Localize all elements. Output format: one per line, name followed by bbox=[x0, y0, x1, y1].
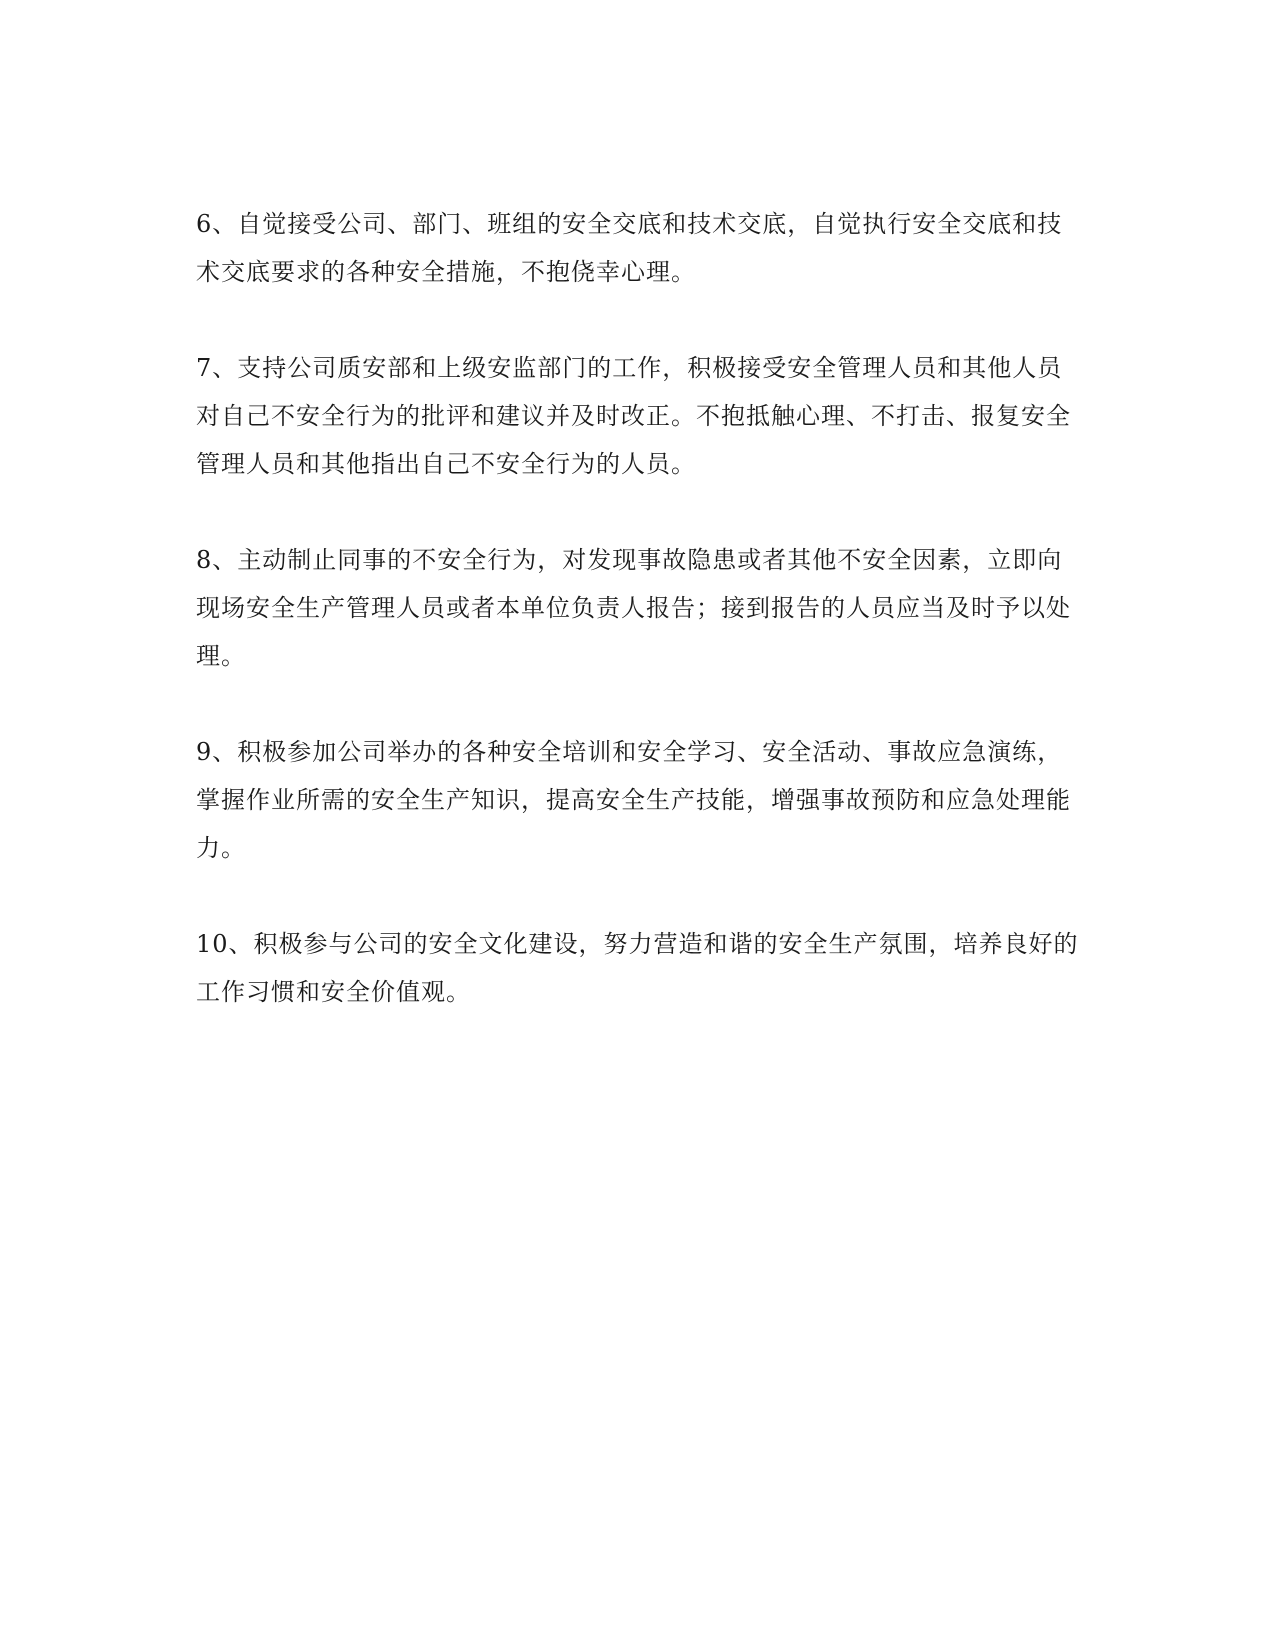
paragraph-line: 9、积极参加公司举办的各种安全培训和安全学习、安全活动、事故应急演练， bbox=[196, 738, 1063, 766]
paragraph-line: 6、自觉接受公司、部门、班组的安全交底和技术交底，自觉执行安全交底和技 bbox=[196, 210, 1063, 238]
paragraph-line: 工作习惯和安全价值观。 bbox=[196, 978, 471, 1006]
paragraph-item-7 bbox=[196, 344, 1076, 488]
paragraph-line: 现场安全生产管理人员或者本单位负责人报告；接到报告的人员应当及时予以处 bbox=[196, 594, 1071, 622]
document-body bbox=[196, 200, 1079, 1064]
paragraph-line: 对自己不安全行为的批评和建议并及时改正。不抱抵触心理、不打击、报复安全 bbox=[196, 402, 1071, 430]
paragraph-line: 掌握作业所需的安全生产知识，提高安全生产技能，增强事故预防和应急处理能 bbox=[196, 786, 1071, 814]
paragraph-line: 7、支持公司质安部和上级安监部门的工作，积极接受安全管理人员和其他人员 bbox=[196, 354, 1063, 382]
paragraph-line: 术交底要求的各种安全措施，不抱侥幸心理。 bbox=[196, 258, 696, 286]
paragraph-line: 力。 bbox=[196, 834, 246, 862]
paragraph-line: 理。 bbox=[196, 642, 246, 670]
paragraph-line: 10、积极参与公司的安全文化建设，努力营造和谐的安全生产氛围，培养良好的 bbox=[196, 930, 1079, 958]
paragraph-item-6 bbox=[196, 200, 1076, 296]
paragraph-line: 8、主动制止同事的不安全行为，对发现事故隐患或者其他不安全因素，立即向 bbox=[196, 546, 1063, 574]
paragraph-item-10 bbox=[196, 920, 1079, 1016]
paragraph-line: 管理人员和其他指出自己不安全行为的人员。 bbox=[196, 450, 696, 478]
paragraph-item-9 bbox=[196, 728, 1076, 872]
paragraph-item-8 bbox=[196, 536, 1076, 680]
